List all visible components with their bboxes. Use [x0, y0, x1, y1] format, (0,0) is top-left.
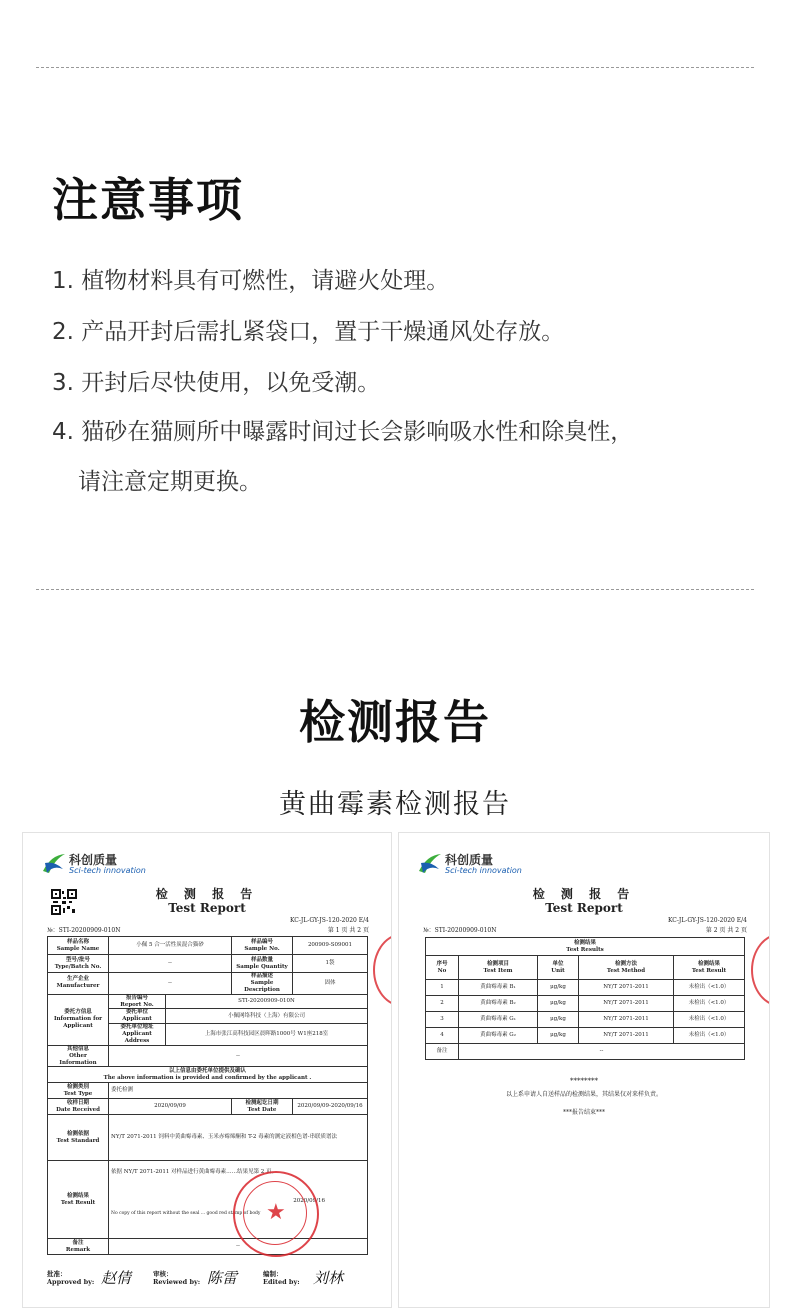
report-title-en: Test Report: [545, 901, 623, 915]
report-code: KC-JL-GY-JS-120-2020 E/4: [289, 917, 369, 924]
column-header: 序号 No: [426, 956, 459, 980]
table-cell: NY/T 2071-2011: [579, 980, 674, 996]
table-cell: 黄曲霉毒素 B₂: [459, 996, 538, 1012]
report-page-2: [398, 832, 770, 1308]
cell-label: 检测类别 Test Type: [48, 1083, 109, 1099]
edited-label: 编制： Edited by:: [263, 1270, 300, 1286]
side-seal-stamp: [373, 933, 392, 1007]
cell-label: 检测起讫日期 Test Date: [232, 1099, 293, 1115]
cell-value: STI-20200909-010N: [166, 994, 368, 1009]
reviewed-signature: 陈雷: [207, 1269, 238, 1287]
report-code: KC-JL-GY-JS-120-2020 E/4: [667, 917, 747, 924]
logo-text-cn: 科创质量: [445, 853, 494, 867]
report-number: №：STI-20200909-010N: [423, 927, 497, 934]
notice-item-1: 1. 植物材料具有可燃性，请避火处理。: [52, 268, 450, 294]
table-cell: 1: [426, 980, 459, 996]
cell-label: 委托方信息 Information for Applicant: [48, 994, 109, 1045]
stars-line: ********: [570, 1077, 598, 1085]
cell-label: 收样日期 Date Received: [48, 1099, 109, 1115]
cell-label: 型号/批号 Type/Batch No.: [48, 955, 109, 973]
table-cell: 未检出（<1.0）: [674, 996, 745, 1012]
cell-value: 1袋: [293, 955, 368, 973]
cell-label: 委托单位 Applicant: [109, 1009, 166, 1024]
cell-value: 小佩 5 合一活性炭混合猫砂: [109, 937, 232, 955]
table-row: [426, 1028, 745, 1044]
table-row: [426, 996, 745, 1012]
side-seal-stamp: [751, 933, 770, 1007]
cell-value: --: [109, 955, 232, 973]
page-number: 第 2 页 共 2 页: [705, 927, 747, 934]
report-number: №：STI-20200909-010N: [47, 927, 121, 934]
cell-value: --: [459, 1044, 745, 1060]
result-date: 2020/09/16: [293, 1198, 325, 1205]
table-cell: 未检出（<1.0）: [674, 980, 745, 996]
edited-signature: 刘林: [313, 1269, 344, 1287]
logo-icon: [41, 851, 67, 877]
results-table: [425, 937, 745, 1060]
results-title-en: Test Results: [566, 946, 604, 953]
cell-value: 委托检测: [109, 1083, 368, 1099]
table-cell: μg/kg: [538, 996, 579, 1012]
logo-icon: [417, 851, 443, 877]
table-cell: 黄曲霉毒素 G₂: [459, 1028, 538, 1044]
stamp-note: No copy of this report without the seal ... good red stamp of body: [111, 1211, 261, 1217]
approved-signature: 赵倩: [101, 1269, 132, 1287]
logo-text-cn: 科创质量: [69, 853, 118, 867]
column-header: 检测结果 Test Result: [674, 956, 745, 980]
notice-item-3: 3. 开封后尽快使用，以免受潮。: [52, 370, 381, 396]
report-end: ***报告结束***: [562, 1109, 605, 1116]
cell-label: 委托单位地址 Applicant Address: [109, 1024, 166, 1046]
cell-value: --: [109, 973, 232, 995]
cell-value: 上海市张江高科技园区晨晖路1000号 W1座218室: [166, 1024, 368, 1046]
table-cell: 4: [426, 1028, 459, 1044]
logo-text-en: Sci-tech innovation: [69, 866, 146, 875]
table-cell: 2: [426, 996, 459, 1012]
results-header: [426, 938, 745, 956]
cell-label: 样品数量 Sample Quantity: [232, 955, 293, 973]
cell-label: 样品名称 Sample Name: [48, 937, 109, 955]
table-cell: μg/kg: [538, 1028, 579, 1044]
table-cell: NY/T 2071-2011: [579, 1012, 674, 1028]
cell-value: 固体: [293, 973, 368, 995]
cell-label: 生产企业 Manufacturer: [48, 973, 109, 995]
report-section-title: 检测报告: [299, 695, 491, 749]
divider-middle: [36, 589, 754, 590]
cell-label: 检测结果 Test Result: [48, 1161, 109, 1239]
statement: 以上系申请人自送样品的检测结果，其结果仅对来样负责。: [505, 1091, 662, 1098]
table-cell: NY/T 2071-2011: [579, 996, 674, 1012]
notice-item-2: 2. 产品开封后需扎紧袋口，置于干燥通风处存放。: [52, 319, 565, 345]
cell-value: --: [109, 1239, 368, 1255]
provided-note: [48, 1067, 368, 1083]
page-number: 第 1 页 共 2 页: [327, 927, 369, 934]
approved-label: 批准： Approved by:: [47, 1270, 95, 1286]
notice-item-4-cont: 请注意定期更换。: [78, 469, 262, 495]
report-info-table: [47, 936, 368, 1255]
star-icon: ★: [266, 1200, 286, 1225]
cell-label: 报告编号 Report No.: [109, 994, 166, 1009]
cell-label: 备注: [426, 1044, 459, 1060]
cell-value: 2020/09/09-2020/09/16: [293, 1099, 368, 1115]
table-cell: 未检出（<1.0）: [674, 1012, 745, 1028]
seal-stamp: [233, 1171, 319, 1257]
cell-value: --: [109, 1045, 368, 1067]
provided-note-cn: 以上信息由委托单位提供及确认: [168, 1068, 246, 1074]
cell-label: 备注 Remark: [48, 1239, 109, 1255]
report-section-subtitle: 黄曲霉素检测报告: [279, 789, 511, 820]
table-cell: 黄曲霉毒素 G₁: [459, 1012, 538, 1028]
logo-text-en: Sci-tech innovation: [445, 866, 522, 875]
column-header: 检测方法 Test Method: [579, 956, 674, 980]
divider-top: [36, 67, 754, 68]
cell-label: 检测依据 Test Standard: [48, 1115, 109, 1161]
report-page-1: [22, 832, 392, 1308]
cell-value: 2020/09/09: [109, 1099, 232, 1115]
provided-note-en: The above information is provided and confirmed by the applicant .: [103, 1074, 312, 1081]
cell-value: 200909-S09001: [293, 937, 368, 955]
column-header: 检测项目 Test Item: [459, 956, 538, 980]
notice-item-4: 4. 猫砂在猫厕所中曝露时间过长会影响吸水性和除臭性，: [52, 419, 634, 445]
report-title-cn: 检 测 报 告: [155, 887, 259, 901]
table-cell: μg/kg: [538, 980, 579, 996]
result-text: 依据 NY/T 2071-2011 对样品进行黄曲霉毒素……结果见第 2 页。: [111, 1169, 278, 1176]
table-row: [426, 980, 745, 996]
table-cell: 未检出（<1.0）: [674, 1028, 745, 1044]
report-title-en: Test Report: [168, 901, 246, 915]
cell-value: NY/T 2071-2011 饲料中黄曲霉毒素、玉米赤霉烯酮和 T-2 毒素的测定液相色谱-串联质谱法: [109, 1115, 368, 1161]
report-title-cn: 检 测 报 告: [532, 887, 636, 901]
column-header: 单位 Unit: [538, 956, 579, 980]
cell-label: 样品编号 Sample No.: [232, 937, 293, 955]
cell-label: 其他信息 Other Information: [48, 1045, 109, 1067]
results-title-cn: 检测结果: [573, 939, 596, 946]
reviewed-label: 审核： Reviewed by:: [153, 1270, 201, 1286]
table-cell: NY/T 2071-2011: [579, 1028, 674, 1044]
table-row: [426, 1012, 745, 1028]
seal-inner-ring: [243, 1181, 307, 1245]
table-cell: μg/kg: [538, 1012, 579, 1028]
notice-title: 注意事项: [52, 173, 244, 227]
cell-value: 小佩网络科技（上海）有限公司: [166, 1009, 368, 1024]
table-cell: 黄曲霉毒素 B₁: [459, 980, 538, 996]
cell-label: 样品描述 Sample Description: [232, 973, 293, 995]
table-cell: 3: [426, 1012, 459, 1028]
